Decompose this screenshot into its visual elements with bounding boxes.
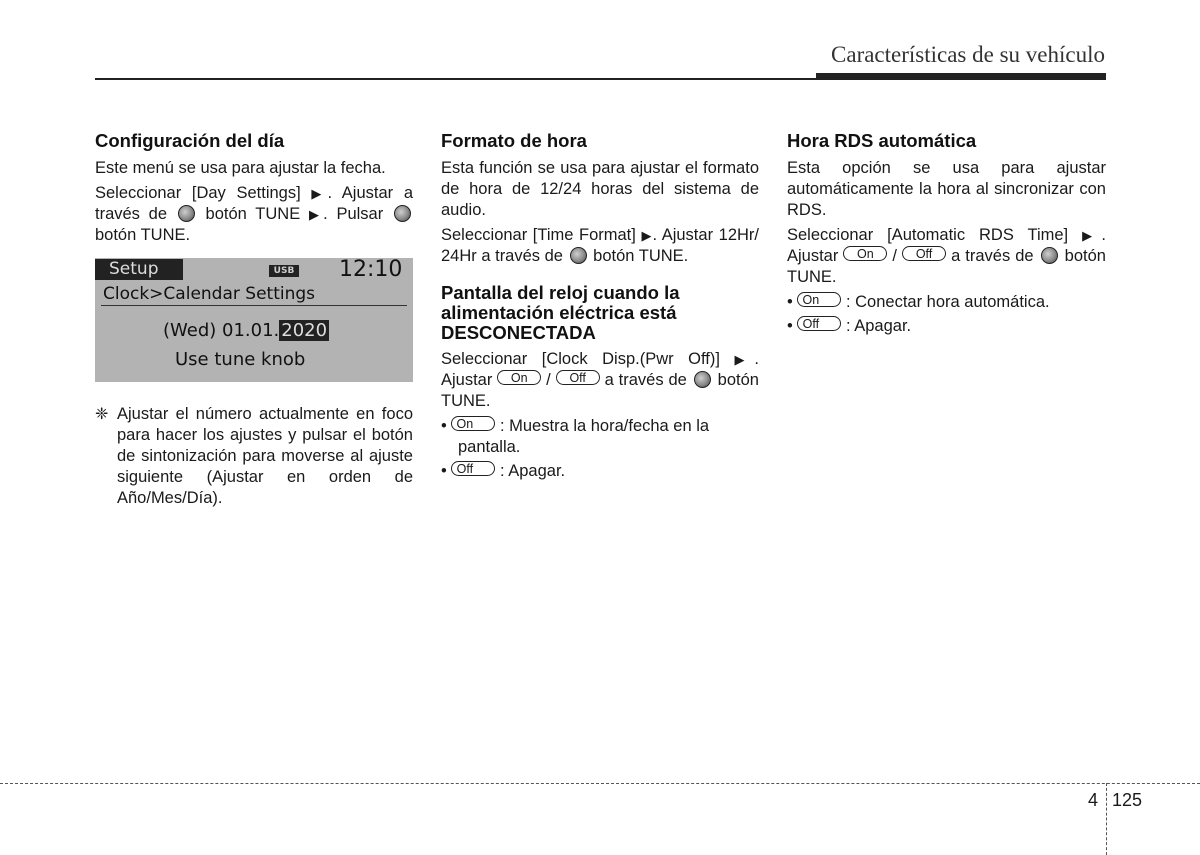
- instruction-text: . Ajustar: [441, 350, 759, 389]
- instruction-text: . Ajustar: [787, 226, 1106, 265]
- instruction-text: botón TUNE.: [95, 226, 191, 244]
- right-arrow-icon: ▶: [641, 228, 653, 243]
- clock-display-instructions: [441, 349, 759, 412]
- note-text: Ajustar el número actualmente en foco para hacer los ajustes y pulsar el botón de sintonización para moverse al ajuste siguiente (Ajustar en orden de Año/Mes/Día).: [117, 405, 413, 507]
- instruction-text: a través de: [951, 247, 1034, 265]
- instruction-text: . Ajustar 12Hr/ 24Hr a través de: [441, 226, 759, 265]
- bullet-text: : Conectar hora automática.: [845, 293, 1050, 311]
- footer-divider: [1106, 783, 1107, 855]
- rds-time-instructions: [787, 225, 1106, 288]
- bullet-text: : Muestra la hora/fecha en la pantalla.: [458, 417, 710, 456]
- tune-knob-icon: [178, 205, 195, 222]
- column-rds-time: [787, 130, 1106, 340]
- note-icon: ❈: [95, 406, 109, 423]
- bullet-mark: •: [441, 417, 447, 435]
- off-button-icon: Off: [797, 316, 841, 331]
- off-button-icon: Off: [556, 370, 600, 385]
- screen-setup-label: Setup: [95, 259, 183, 280]
- usb-badge: USB: [269, 265, 299, 277]
- instruction-text: . Ajustar a través de: [95, 184, 413, 223]
- instruction-text: Seleccionar [Automatic RDS Time]: [787, 226, 1069, 244]
- audio-display-screen: [95, 258, 413, 382]
- right-arrow-icon: ▶: [308, 207, 324, 222]
- chapter-number: 4: [1088, 790, 1099, 810]
- column-day-settings: [95, 130, 413, 509]
- screen-clock: 12:10: [339, 258, 403, 282]
- right-arrow-icon: ▶: [311, 186, 328, 201]
- slash: /: [892, 247, 898, 265]
- tune-knob-icon: [394, 205, 411, 222]
- off-button-icon: Off: [451, 461, 495, 476]
- section-heading-clock-display: Pantalla del reloj cuando la alimentación eléctrica está DESCONECTADA: [441, 282, 680, 343]
- header-rule: [95, 78, 1106, 80]
- section-heading-rds-time: Hora RDS automática: [787, 130, 977, 151]
- right-arrow-icon: ▶: [734, 352, 755, 367]
- day-settings-instructions: [95, 183, 413, 246]
- bullet-off: [441, 461, 759, 482]
- on-button-icon: On: [451, 416, 495, 431]
- screen-divider: [101, 305, 407, 306]
- time-format-intro: Esta función se usa para ajustar el formato de hora de 12/24 horas del sistema de audio.: [441, 159, 759, 219]
- bullet-on: [787, 292, 1106, 313]
- instruction-text: botón TUNE.: [441, 371, 759, 410]
- screen-menu-path: Clock>Calendar Settings: [103, 284, 316, 304]
- instruction-text: botón TUNE.: [787, 247, 1106, 286]
- tune-knob-icon: [570, 247, 587, 264]
- on-button-icon: On: [843, 246, 887, 261]
- time-format-instructions: [441, 225, 759, 267]
- footer-rule: [0, 783, 1200, 784]
- bullet-text: : Apagar.: [499, 462, 566, 480]
- off-button-icon: Off: [902, 246, 946, 261]
- screen-year-highlight: 2020: [281, 320, 328, 341]
- section-heading-time-format: Formato de hora: [441, 130, 587, 151]
- screen-hint: Use tune knob: [175, 349, 306, 370]
- bullet-text: : Apagar.: [845, 317, 912, 335]
- instruction-text: Seleccionar [Clock Disp.(Pwr Off)]: [441, 350, 720, 368]
- tune-knob-icon: [694, 371, 711, 388]
- instruction-text: a través de: [604, 371, 687, 389]
- instruction-text: Seleccionar [Time Format]: [441, 226, 636, 244]
- bullet-mark: •: [787, 317, 793, 335]
- page-number: 125: [1112, 790, 1143, 810]
- bullet-off: [787, 316, 1106, 337]
- on-button-icon: On: [497, 370, 541, 385]
- screen-date: [163, 320, 329, 342]
- slash: /: [546, 371, 551, 389]
- instruction-text: botón TUNE.: [593, 247, 689, 265]
- bullet-mark: •: [441, 462, 447, 480]
- bullet-on: [441, 416, 759, 458]
- instruction-text: botón TUNE: [205, 205, 301, 223]
- page-header-title: Características de su vehículo: [831, 42, 1105, 67]
- bullet-mark: •: [787, 293, 793, 311]
- instruction-text: Seleccionar [Day Settings]: [95, 184, 301, 202]
- screen-date-text: (Wed) 01.01.: [163, 320, 280, 341]
- column-time-format: [441, 130, 759, 485]
- note: [95, 404, 413, 509]
- on-button-icon: On: [797, 292, 841, 307]
- right-arrow-icon: ▶: [1082, 228, 1102, 243]
- section-heading-day-settings: Configuración del día: [95, 130, 285, 151]
- rds-time-intro: Esta opción se usa para ajustar automáticamente la hora al sincronizar con RDS.: [787, 159, 1106, 219]
- day-settings-intro: Este menú se usa para ajustar la fecha.: [95, 159, 386, 177]
- instruction-text: . Pulsar: [323, 205, 384, 223]
- tune-knob-icon: [1041, 247, 1058, 264]
